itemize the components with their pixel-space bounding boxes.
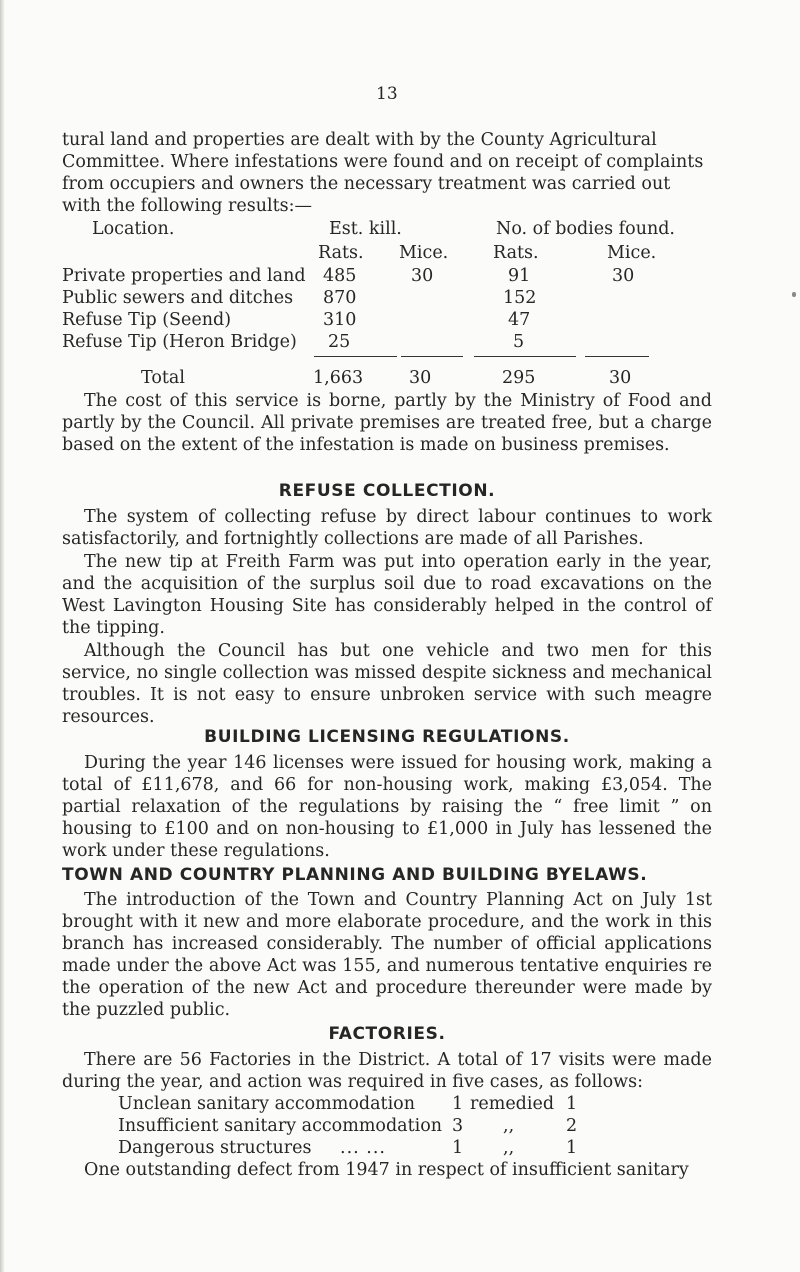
building-heading: BUILDING LICENSING REGULATIONS. bbox=[204, 727, 570, 747]
row-found-rats: 47 bbox=[508, 310, 531, 330]
item-remedied-label: ,, bbox=[503, 1116, 515, 1136]
factories-closing-line: One outstanding defect from 1947 in respect of insufficient sanitary bbox=[84, 1160, 689, 1180]
scan-speck bbox=[792, 292, 796, 297]
row-est-mice: 30 bbox=[411, 266, 434, 286]
item-count: 1 bbox=[452, 1094, 464, 1114]
row-location: Refuse Tip (Seend) bbox=[62, 310, 232, 330]
row-found-rats: 91 bbox=[508, 266, 531, 286]
cost-paragraph: The cost of this service is borne, partly by the Ministry of Food and partly by the Council. All private premises are treated free, but a charge based on the extent of the infestation is made on business premises. bbox=[62, 391, 712, 456]
intro-line-3: from occupiers and owners the necessary treatment was carried out bbox=[62, 174, 671, 194]
total-rule bbox=[585, 356, 649, 357]
row-est-rats: 25 bbox=[328, 332, 351, 352]
row-location: Refuse Tip (Heron Bridge) bbox=[62, 332, 297, 352]
item-label: Dangerous structures bbox=[118, 1138, 312, 1158]
item-count: 3 bbox=[452, 1116, 464, 1136]
total-found-rats: 295 bbox=[502, 368, 536, 388]
found-mice-subheader: Mice. bbox=[607, 243, 657, 263]
item-remedied: 1 bbox=[566, 1094, 578, 1114]
est-mice-subheader: Mice. bbox=[399, 243, 449, 263]
item-remedied: 1 bbox=[566, 1138, 578, 1158]
bodies-found-header: No. of bodies found. bbox=[496, 219, 675, 239]
intro-line-4: with the following results:— bbox=[62, 196, 312, 216]
est-kill-header: Est. kill. bbox=[329, 219, 402, 239]
item-remedied-label: remedied bbox=[470, 1094, 555, 1114]
scan-edge-shadow bbox=[0, 0, 5, 1272]
row-found-rats: 152 bbox=[503, 288, 537, 308]
refuse-paragraph-3: Although the Council has but one vehicle and two men for this service, no single collection was missed despite sickness and mechanical troubles. It is not easy to ensure unbroken service with such meagre resources. bbox=[62, 641, 712, 728]
total-found-mice: 30 bbox=[609, 368, 632, 388]
row-est-rats: 485 bbox=[323, 266, 357, 286]
refuse-paragraph-1: The system of collecting refuse by direct labour continues to work satisfactorily, and fortnightly collections are made of all Parishes. bbox=[62, 507, 712, 550]
item-label: Insufficient sanitary accommodation bbox=[118, 1116, 443, 1136]
location-header: Location. bbox=[92, 219, 175, 239]
intro-line-1: tural land and properties are dealt with by the County Agricultural bbox=[62, 130, 657, 150]
total-label: Total bbox=[141, 368, 185, 388]
item-leader-dots: ... ... bbox=[340, 1138, 386, 1158]
row-location: Private properties and land bbox=[62, 266, 306, 286]
row-found-mice: 30 bbox=[612, 266, 635, 286]
building-paragraph: During the year 146 licenses were issued for housing work, making a total of £11,678, and 66 for non-housing work, making £3,054. The partial relaxation of the regulations by raising the “ free limit ” on housing to £100 and on non-housing to £1,000 in July has lessened the work under these regulations. bbox=[62, 753, 712, 862]
item-count: 1 bbox=[452, 1138, 464, 1158]
total-rule bbox=[401, 356, 463, 357]
intro-line-2: Committee. Where infestations were found and on receipt of complaints bbox=[62, 152, 704, 172]
found-rats-subheader: Rats. bbox=[493, 243, 539, 263]
total-rule bbox=[314, 356, 397, 357]
row-est-rats: 310 bbox=[323, 310, 357, 330]
refuse-heading: REFUSE COLLECTION. bbox=[278, 481, 496, 501]
refuse-paragraph-2: The new tip at Freith Farm was put into operation early in the year, and the acquisition of the surplus soil due to road excavations on the West Lavington Housing Site has considerably helped in the control of the tipping. bbox=[62, 552, 712, 639]
total-est-rats: 1,663 bbox=[313, 368, 364, 388]
total-rule bbox=[474, 356, 576, 357]
item-remedied: 2 bbox=[566, 1116, 578, 1136]
est-rats-subheader: Rats. bbox=[318, 243, 364, 263]
row-location: Public sewers and ditches bbox=[62, 288, 294, 308]
row-found-rats: 5 bbox=[513, 332, 525, 352]
item-label: Unclean sanitary accommodation bbox=[118, 1094, 415, 1114]
row-est-rats: 870 bbox=[323, 288, 357, 308]
factories-intro: There are 56 Factories in the District. A total of 17 visits were made during the year, and action was required in five cases, as follows: bbox=[62, 1050, 712, 1093]
planning-heading: TOWN AND COUNTRY PLANNING AND BUILDING BYELAWS. bbox=[62, 865, 648, 885]
item-remedied-label: ,, bbox=[503, 1138, 515, 1158]
total-est-mice: 30 bbox=[409, 368, 432, 388]
planning-paragraph: The introduction of the Town and Country Planning Act on July 1st brought with it new and more elaborate procedure, and the work in this branch has increased considerably. The number of official applications made under the above Act was 155, and numerous tentative enquiries re the operation of the new Act and procedure thereunder were made by the puzzled public. bbox=[62, 890, 712, 1021]
page-number: 13 bbox=[376, 84, 398, 104]
factories-heading: FACTORIES. bbox=[328, 1024, 446, 1044]
